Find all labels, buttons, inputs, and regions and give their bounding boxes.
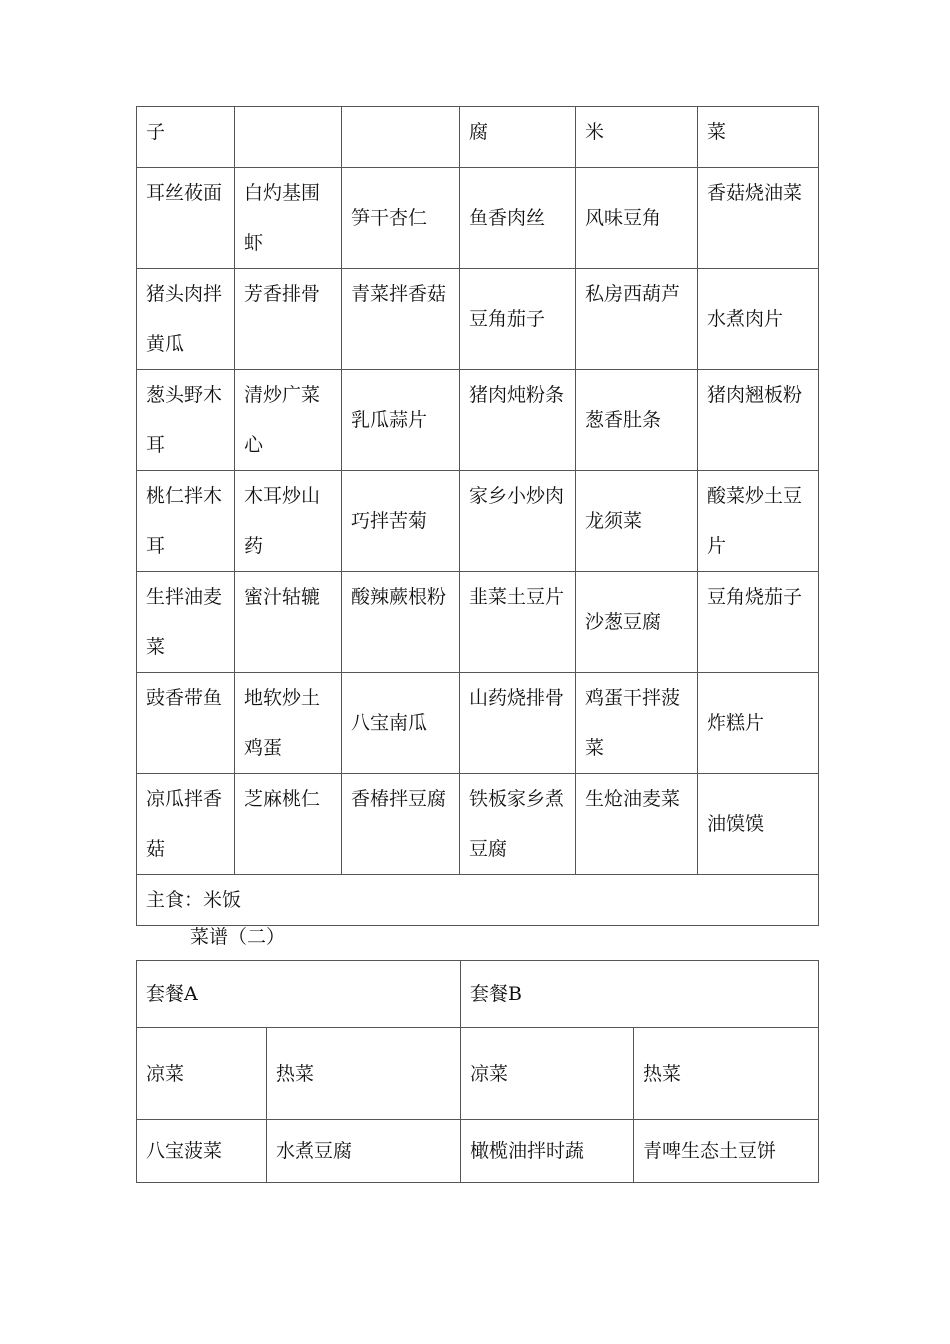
table-cell: 猪肉炖粉条 bbox=[460, 370, 576, 471]
table-cell: 风味豆角 bbox=[576, 168, 698, 269]
table-cell: 沙葱豆腐 bbox=[576, 572, 698, 673]
table-row bbox=[137, 1120, 819, 1183]
table-cell: 桃仁拌木耳 bbox=[137, 471, 235, 572]
table-row bbox=[137, 471, 819, 572]
table-cell bbox=[342, 107, 460, 168]
table-cell: 韭菜土豆片 bbox=[460, 572, 576, 673]
table-cell: 地软炒土鸡蛋 bbox=[235, 673, 342, 774]
table-cell: 八宝菠菜 bbox=[137, 1120, 267, 1183]
table-cell: 腐 bbox=[460, 107, 576, 168]
table-row bbox=[137, 774, 819, 875]
table-cell: 米 bbox=[576, 107, 698, 168]
table-cell: 油馍馍 bbox=[698, 774, 819, 875]
table-cell: 乳瓜蒜片 bbox=[342, 370, 460, 471]
table-cell: 山药烧排骨 bbox=[460, 673, 576, 774]
table-cell: 豉香带鱼 bbox=[137, 673, 235, 774]
table-cell: 子 bbox=[137, 107, 235, 168]
column-header: 凉菜 bbox=[137, 1028, 267, 1120]
table-row bbox=[137, 1028, 819, 1120]
table-row bbox=[137, 168, 819, 269]
table-cell: 巧拌苦菊 bbox=[342, 471, 460, 572]
set-b-header: 套餐B bbox=[461, 961, 819, 1028]
table-cell: 耳丝莜面 bbox=[137, 168, 235, 269]
table-cell: 蜜汁轱辘 bbox=[235, 572, 342, 673]
table-cell: 凉瓜拌香菇 bbox=[137, 774, 235, 875]
table-row bbox=[137, 269, 819, 370]
table-cell: 生炝油麦菜 bbox=[576, 774, 698, 875]
table-cell: 芝麻桃仁 bbox=[235, 774, 342, 875]
table-row bbox=[137, 370, 819, 471]
table-cell: 豆角烧茄子 bbox=[698, 572, 819, 673]
table-cell: 生拌油麦菜 bbox=[137, 572, 235, 673]
table-cell: 青啤生态土豆饼 bbox=[634, 1120, 819, 1183]
table-cell: 鱼香肉丝 bbox=[460, 168, 576, 269]
table-cell: 橄榄油拌时蔬 bbox=[461, 1120, 634, 1183]
table-cell: 鸡蛋干拌菠菜 bbox=[576, 673, 698, 774]
table-cell: 清炒广菜心 bbox=[235, 370, 342, 471]
table-cell: 白灼基围虾 bbox=[235, 168, 342, 269]
menu-table-2 bbox=[136, 960, 819, 1183]
table-cell: 香菇烧油菜 bbox=[698, 168, 819, 269]
table-cell: 木耳炒山药 bbox=[235, 471, 342, 572]
menu-caption: 菜谱（二） bbox=[190, 926, 286, 948]
table-cell: 酸菜炒土豆片 bbox=[698, 471, 819, 572]
table-cell: 猪头肉拌黄瓜 bbox=[137, 269, 235, 370]
table-cell: 家乡小炒肉 bbox=[460, 471, 576, 572]
table-cell: 笋干杏仁 bbox=[342, 168, 460, 269]
table-cell: 葱头野木耳 bbox=[137, 370, 235, 471]
menu-table-1 bbox=[136, 106, 819, 926]
column-header: 热菜 bbox=[267, 1028, 461, 1120]
table-cell: 龙须菜 bbox=[576, 471, 698, 572]
column-header: 凉菜 bbox=[461, 1028, 634, 1120]
table-cell: 酸辣蕨根粉 bbox=[342, 572, 460, 673]
table-cell: 香椿拌豆腐 bbox=[342, 774, 460, 875]
table-cell: 八宝南瓜 bbox=[342, 673, 460, 774]
table-row bbox=[137, 572, 819, 673]
table-cell: 豆角茄子 bbox=[460, 269, 576, 370]
table-cell: 铁板家乡煮豆腐 bbox=[460, 774, 576, 875]
table-cell: 猪肉翘板粉 bbox=[698, 370, 819, 471]
table-row bbox=[137, 961, 819, 1028]
table-cell: 葱香肚条 bbox=[576, 370, 698, 471]
staple-food-cell: 主食：米饭 bbox=[137, 875, 819, 926]
table-row bbox=[137, 673, 819, 774]
table-cell bbox=[235, 107, 342, 168]
table-cell: 芳香排骨 bbox=[235, 269, 342, 370]
table-cell: 菜 bbox=[698, 107, 819, 168]
table-cell: 青菜拌香菇 bbox=[342, 269, 460, 370]
table-cell: 私房西葫芦 bbox=[576, 269, 698, 370]
table-cell: 水煮豆腐 bbox=[267, 1120, 461, 1183]
table-cell: 水煮肉片 bbox=[698, 269, 819, 370]
table-cell: 炸糕片 bbox=[698, 673, 819, 774]
table-row bbox=[137, 107, 819, 168]
table-row bbox=[137, 875, 819, 926]
set-a-header: 套餐A bbox=[137, 961, 461, 1028]
column-header: 热菜 bbox=[634, 1028, 819, 1120]
